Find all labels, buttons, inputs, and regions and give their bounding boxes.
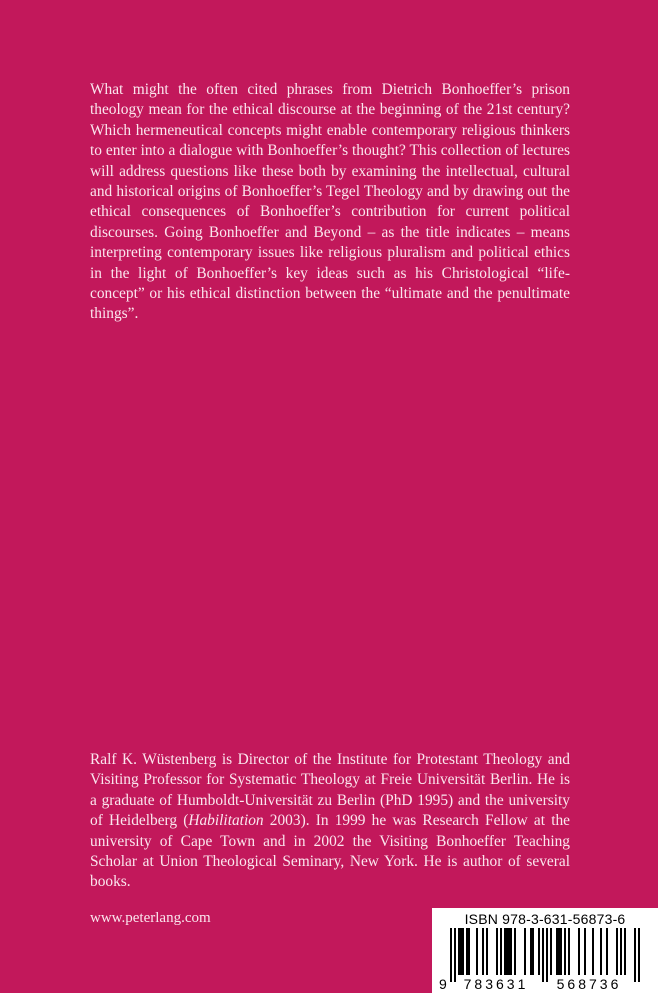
bio-text-start: Ralf K. Wüstenberg is Director of the Institute for Protestant Theology and Visiting Professor for Systematic Theology at Freie Universität Berlin. He is a graduate of Humboldt-Universität zu Berlin (PhD 1995) and the university of Heidelberg ( xyxy=(90,751,570,830)
barcode-bar xyxy=(592,928,594,975)
barcode-bar xyxy=(500,928,502,975)
barcode-bar xyxy=(616,928,618,975)
barcode-bar xyxy=(600,928,602,975)
barcode-bar xyxy=(496,928,498,975)
book-blurb xyxy=(90,80,570,325)
barcode-bar xyxy=(568,928,570,975)
barcode-guard-bar xyxy=(546,928,548,982)
barcode-bar xyxy=(564,928,566,975)
barcode-bar xyxy=(524,928,526,975)
barcode-bar xyxy=(624,928,626,975)
barcode-bar xyxy=(482,928,484,975)
barcode-graphic xyxy=(432,908,658,993)
barcode-bar xyxy=(510,928,512,975)
barcode-bar xyxy=(532,928,534,975)
barcode-guard-bar xyxy=(450,928,452,982)
barcode-digits-left: 783631 xyxy=(463,976,529,992)
barcode-bar xyxy=(606,928,608,975)
barcode-bar xyxy=(506,928,508,975)
barcode-bar xyxy=(486,928,488,975)
bio-text-end: 2003). In 1999 he was Research Fellow at the university of Cape Town and in 2002 the Visiting Bonhoeffer Teaching Scholar at Union Theological Seminary, New York. He is author of several books. xyxy=(90,812,570,891)
barcode-bar xyxy=(462,928,464,975)
barcode-bar xyxy=(460,928,462,975)
barcode-guard-bar xyxy=(542,928,544,982)
barcode-bar xyxy=(556,928,558,975)
isbn-label: ISBN 978-3-631-56873-6 xyxy=(464,911,626,927)
barcode-bar xyxy=(466,928,468,975)
barcode-digit-prefix: 9 xyxy=(439,976,447,992)
barcode-bar xyxy=(584,928,586,975)
barcode-bar xyxy=(550,928,552,975)
barcode-digits-right: 568736 xyxy=(556,976,622,992)
barcode-bar xyxy=(508,928,510,975)
bio-italic-term: Habilitation xyxy=(188,812,264,830)
barcode-guard-bar xyxy=(454,928,456,982)
barcode-guard-bar xyxy=(638,928,640,982)
barcode-bar xyxy=(468,928,470,975)
blurb-text: What might the often cited phrases from Dietrich Bonhoeffer’s prison theology mean for the ethical discourse at the beginning of the 21st century? Which hermeneutical concepts might enable contemporary religious thinkers to enter into a dialogue with Bonhoeffer’s thought? This collection of lectures will address questions like these both by examining the intellectual, cultural and historical origins of Bonhoeffer’s Tegel Theology and by drawing out the ethical consequences of Bonhoeffer’s contribution for current political discourses. Going Bonhoeffer and Beyond – as the title indicates – means interpreting contemporary issues like religious pluralism and political ethics in the light of Bonhoeffer’s key ideas such as his Christological “life-concept” or his ethical distinction between the “ultimate and the penultimate things”. xyxy=(90,81,570,323)
barcode-guard-bar xyxy=(634,928,636,982)
author-bio xyxy=(90,750,570,893)
barcode-bar xyxy=(578,928,580,975)
barcode-bar xyxy=(620,928,622,975)
barcode-bar xyxy=(514,928,516,975)
barcode-bar xyxy=(560,928,562,975)
barcode-bar xyxy=(476,928,478,975)
barcode-bar xyxy=(504,928,506,975)
barcode-bar xyxy=(458,928,460,975)
barcode-bar xyxy=(538,928,540,975)
barcode-bar xyxy=(558,928,560,975)
publisher-website: www.peterlang.com xyxy=(90,910,211,926)
barcode-bar xyxy=(530,928,532,975)
isbn-barcode xyxy=(432,908,658,993)
